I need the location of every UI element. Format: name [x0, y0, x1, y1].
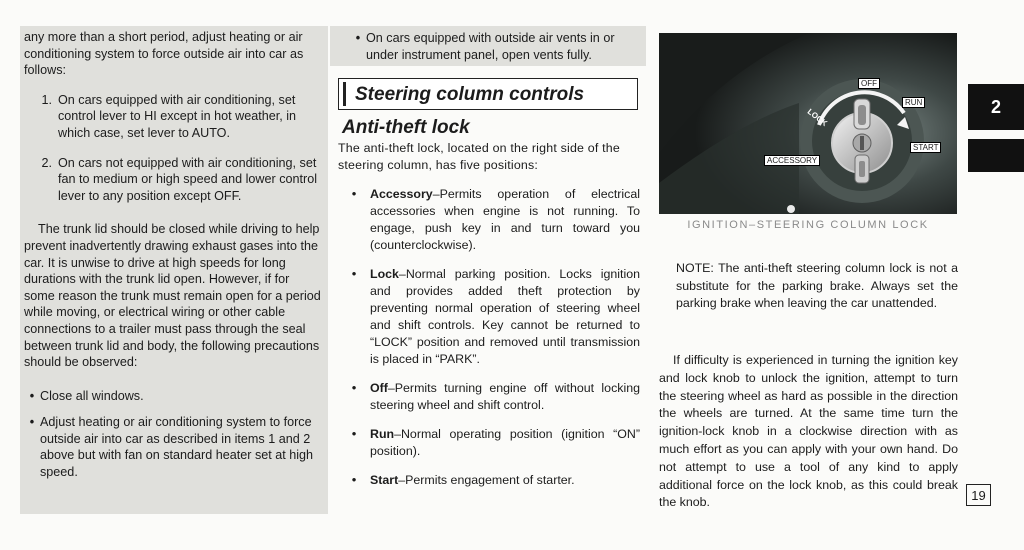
ignition-lock-photo: [659, 33, 957, 214]
bullet-item: [24, 388, 322, 405]
position-accessory: [338, 186, 640, 254]
position-term: Lock: [370, 267, 399, 281]
ignition-lock-illustration: [659, 33, 957, 214]
section-tab: 2: [968, 84, 1024, 130]
numbered-item-2: [24, 155, 322, 205]
difficulty-paragraph: If difficulty is experienced in turning the ignition key and lock knob to unlock the ignition, attempt to turn the steering wheel as hard as possible in the direction the wheels are turned. At the same time turn the ignition-lock knob in a clockwise direction with as much effort as you can apply with your own hand. Do not attempt to use a tool of any kind to apply additional force on the lock knob, as this could break the knob.: [659, 353, 958, 510]
position-off: [338, 380, 640, 414]
col1-intro: any more than a short period, adjust heating or air conditioning system to force outside air into car as follows:: [24, 30, 304, 78]
position-term: Off: [370, 381, 388, 395]
bullet-icon: •: [29, 415, 35, 430]
numbered-item-1: [24, 92, 322, 142]
label-start: START: [910, 142, 941, 153]
photo-caption: IGNITION–STEERING COLUMN LOCK: [687, 219, 929, 231]
middle-column: [338, 78, 640, 489]
position-term: Start: [370, 473, 399, 487]
label-run: RUN: [902, 97, 925, 108]
position-start: [338, 472, 640, 489]
note-paragraph: NOTE: The anti-theft steering column lock is not a substitute for the parking brake. Always set the parking brake when leaving the car unattended.: [676, 261, 958, 310]
bullet-text: Adjust heating or air conditioning system to force outside air into car as described in items 1 and 2 above but with fan on standard heater set at high speed.: [40, 415, 314, 480]
section-tab-bar: [968, 139, 1024, 172]
position-term: Run: [370, 427, 395, 441]
page-number: 19: [966, 484, 991, 506]
label-off: OFF: [858, 78, 880, 89]
position-lock: [338, 266, 640, 368]
bullet-text: Close all windows.: [40, 388, 144, 403]
subheading: Anti-theft lock: [342, 117, 470, 138]
section-heading-box: [338, 78, 638, 110]
label-accessory: ACCESSORY: [764, 155, 820, 166]
bullet-icon: •: [351, 267, 357, 281]
col2-top-bullet: [330, 26, 646, 66]
bullet-icon: •: [351, 187, 357, 201]
bullet-item: [24, 414, 322, 480]
position-desc: –Permits turning engine off without locking steering wheel and shift control.: [370, 381, 640, 412]
item-text: On cars not equipped with air conditioning, set fan to medium or high speed and lower control lever to any position except OFF.: [58, 155, 318, 203]
bullet-icon: •: [351, 427, 357, 441]
section-heading: Steering column controls: [355, 84, 585, 105]
trunk-paragraph: The trunk lid should be closed while driving to help prevent inadvertently drawing exhaust gases into the car. It is unwise to drive at high speeds for long durations with the trunk lid open. However, if for some reason the trunk must remain open for a period while moving, or electrical wiring or other cable connections to a trailer must pass through the seal between trunk lid and body, the following precautions should be observed:: [24, 222, 321, 370]
bullet-icon: •: [355, 31, 361, 45]
label-lock: LOCK: [805, 106, 830, 129]
bullet-icon: •: [29, 388, 35, 403]
bullet-icon: •: [351, 381, 357, 395]
item-number: 1.: [41, 92, 52, 107]
bullet-item: [350, 30, 638, 63]
bullet-icon: •: [351, 473, 357, 487]
item-number: 2.: [41, 155, 52, 170]
position-term: Accessory: [370, 187, 433, 201]
position-desc: –Normal operating position (ignition “ON” position).: [370, 427, 640, 458]
position-desc: –Permits operation of electrical accessories when engine is not running. To engage, push key in and turn toward you (counterclockwise).: [370, 187, 640, 252]
anti-theft-intro: The anti-theft lock, located on the right side of the steering column, has five positions:: [338, 141, 620, 172]
position-desc: –Normal parking position. Locks ignition and provides added theft protection by preventing normal operation of steering wheel and shift controls. Key cannot be returned to “LOCK” position and removed until transmission is placed in “PARK”.: [370, 267, 640, 366]
position-desc: –Permits engagement of starter.: [398, 473, 575, 487]
item-text: On cars equipped with air conditioning, set control lever to HI except in hot weather, in which case, set lever to AUTO.: [58, 92, 297, 140]
left-column: [20, 26, 328, 514]
position-run: [338, 426, 640, 460]
bullet-text: On cars equipped with outside air vents in or under instrument panel, open vents fully.: [366, 31, 615, 62]
